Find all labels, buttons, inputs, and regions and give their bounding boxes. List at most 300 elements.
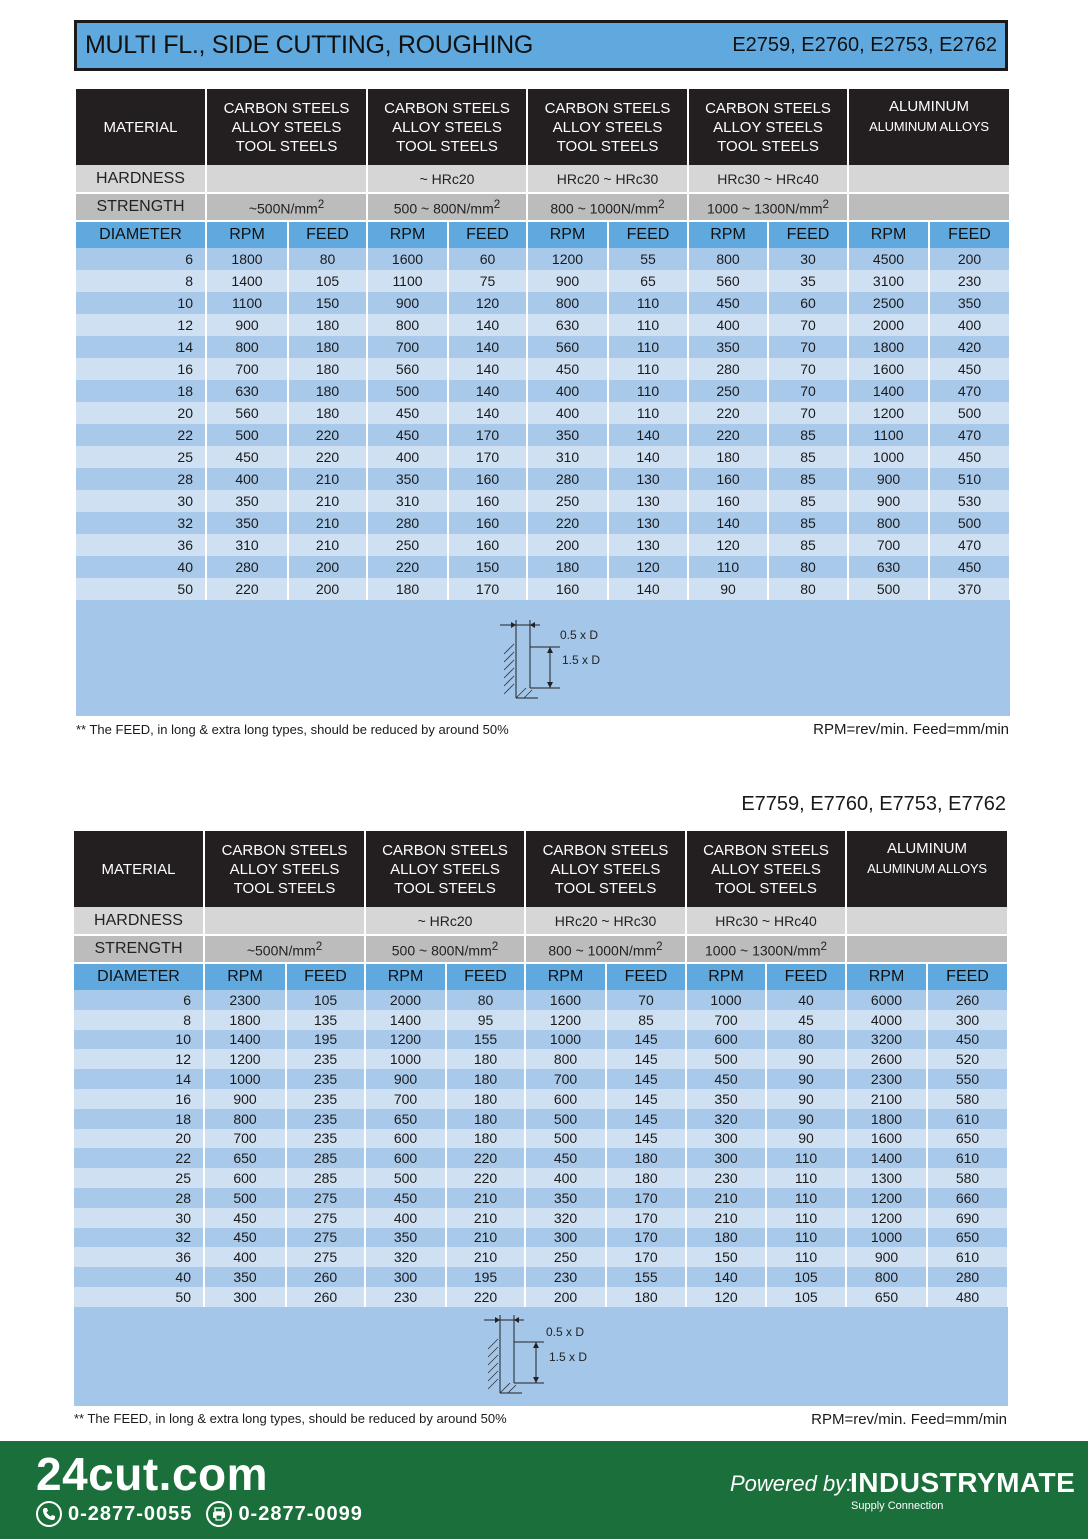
rpm-cell: 400 <box>527 402 608 424</box>
rpm-cell: 450 <box>204 1208 286 1228</box>
feed-cell: 130 <box>608 512 688 534</box>
feed-cell: 180 <box>288 358 367 380</box>
strength-value: $\sim 500N/mm^2$ <box>206 193 367 221</box>
rpm-cell: 350 <box>365 1228 446 1248</box>
rpm-cell: 500 <box>525 1129 606 1149</box>
table-row <box>74 1188 1008 1208</box>
feed-cell: 235 <box>286 1069 365 1089</box>
feed-cell: 275 <box>286 1247 365 1267</box>
rpm-header: RPM <box>365 963 446 990</box>
feed-cell: 85 <box>768 512 848 534</box>
rpm-cell: 400 <box>204 1247 286 1267</box>
rpm-cell: 1800 <box>848 336 929 358</box>
feed-cell: 610 <box>927 1247 1008 1267</box>
rpm-cell: 4000 <box>846 1010 927 1030</box>
table-row <box>76 380 1010 402</box>
table-row <box>76 248 1010 270</box>
rpm-cell: 600 <box>525 1089 606 1109</box>
rpm-cell: 160 <box>527 578 608 600</box>
rpm-cell: 800 <box>206 336 288 358</box>
diameter-cell: 18 <box>76 380 206 402</box>
diameter-cell: 25 <box>76 446 206 468</box>
company-tagline: Supply Connection <box>851 1500 944 1512</box>
rpm-cell: 560 <box>206 402 288 424</box>
feed-cell: 480 <box>927 1287 1008 1307</box>
feed-cell: 235 <box>286 1089 365 1109</box>
feed-cell: 85 <box>768 424 848 446</box>
rpm-cell: 400 <box>525 1168 606 1188</box>
feed-cell: 580 <box>927 1089 1008 1109</box>
feed-cell: 145 <box>606 1129 686 1149</box>
rpm-cell: 800 <box>367 314 448 336</box>
rpm-cell: 450 <box>206 446 288 468</box>
feed-cell: 70 <box>768 314 848 336</box>
rpm-cell: 300 <box>365 1267 446 1287</box>
rpm-cell: 320 <box>525 1208 606 1228</box>
rpm-cell: 180 <box>527 556 608 578</box>
feed-cell: 80 <box>766 1030 846 1050</box>
feed-cell: 70 <box>606 990 686 1010</box>
rpm-cell: 700 <box>365 1089 446 1109</box>
cutting-depth-diagram <box>482 1313 622 1403</box>
table-row <box>76 292 1010 314</box>
rpm-cell: 1800 <box>206 248 288 270</box>
diameter-cell: 20 <box>76 402 206 424</box>
feed-cell: 120 <box>608 556 688 578</box>
rpm-cell: 500 <box>206 424 288 446</box>
rpm-cell: 400 <box>367 446 448 468</box>
feed-cell: 135 <box>286 1010 365 1030</box>
table-row <box>74 1049 1008 1069</box>
feed-cell: 180 <box>446 1129 525 1149</box>
feed-cell: 230 <box>929 270 1010 292</box>
feed-note: ** The FEED, in long & extra long types, should be reduced by around 50% <box>74 1411 507 1426</box>
feed-cell: 110 <box>608 380 688 402</box>
feed-cell: 170 <box>606 1208 686 1228</box>
feed-cell: 140 <box>448 336 527 358</box>
rpm-cell: 350 <box>367 468 448 490</box>
rpm-cell: 1400 <box>204 1030 286 1050</box>
rpm-cell: 800 <box>527 292 608 314</box>
steel-header: CARBON STEELS ALLOY STEELS TOOL STEELS <box>525 831 686 907</box>
table-row <box>74 1208 1008 1228</box>
rpm-cell: 250 <box>688 380 768 402</box>
diameter-cell: 8 <box>76 270 206 292</box>
feed-cell: 145 <box>606 1109 686 1129</box>
feed-cell: 210 <box>288 534 367 556</box>
strength-label: STRENGTH <box>76 193 206 221</box>
rpm-cell: 150 <box>686 1247 766 1267</box>
feed-header: FEED <box>766 963 846 990</box>
cutting-depth-diagram <box>498 618 638 708</box>
rpm-cell: 230 <box>686 1168 766 1188</box>
rpm-cell: 500 <box>367 380 448 402</box>
table-row <box>76 556 1010 578</box>
rpm-cell: 220 <box>206 578 288 600</box>
diameter-cell: 10 <box>74 1030 204 1050</box>
rpm-cell: 630 <box>527 314 608 336</box>
fax-number: 0-2877-0099 <box>238 1502 363 1525</box>
rpm-cell: 630 <box>206 380 288 402</box>
feed-cell: 210 <box>446 1228 525 1248</box>
rpm-cell: 700 <box>206 358 288 380</box>
rpm-cell: 800 <box>848 512 929 534</box>
feed-header: FEED <box>768 221 848 248</box>
table-row <box>76 270 1010 292</box>
feed-cell: 275 <box>286 1228 365 1248</box>
feed-cell: 610 <box>927 1148 1008 1168</box>
rpm-cell: 200 <box>525 1287 606 1307</box>
feed-cell: 110 <box>608 336 688 358</box>
rpm-cell: 320 <box>365 1247 446 1267</box>
feed-cell: 90 <box>766 1109 846 1129</box>
diameter-cell: 20 <box>74 1129 204 1149</box>
diameter-cell: 18 <box>74 1109 204 1129</box>
feed-cell: 170 <box>448 424 527 446</box>
rpm-cell: 900 <box>848 490 929 512</box>
powered-by-label: Powered by: <box>730 1471 853 1496</box>
rpm-cell: 250 <box>525 1247 606 1267</box>
feed-cell: 130 <box>608 534 688 556</box>
feed-cell: 85 <box>606 1010 686 1030</box>
rpm-cell: 180 <box>688 446 768 468</box>
feed-cell: 200 <box>288 556 367 578</box>
rpm-cell: 1200 <box>846 1208 927 1228</box>
feed-cell: 275 <box>286 1188 365 1208</box>
feed-cell: 500 <box>929 402 1010 424</box>
feed-cell: 160 <box>448 490 527 512</box>
rpm-cell: 400 <box>527 380 608 402</box>
rpm-cell: 210 <box>686 1188 766 1208</box>
rpm-cell: 500 <box>525 1109 606 1129</box>
diameter-cell: 32 <box>76 512 206 534</box>
material-header: MATERIAL <box>74 831 204 907</box>
diagram-panel <box>74 1307 1008 1406</box>
feed-cell: 260 <box>286 1267 365 1287</box>
rpm-cell: 230 <box>525 1267 606 1287</box>
rpm-cell: 630 <box>848 556 929 578</box>
rpm-cell: 140 <box>688 512 768 534</box>
feed-cell: 220 <box>446 1148 525 1168</box>
diameter-cell: 30 <box>74 1208 204 1228</box>
table-row <box>74 1267 1008 1287</box>
feed-cell: 210 <box>288 468 367 490</box>
contact-row <box>36 1501 377 1527</box>
hardness-value <box>848 165 1010 193</box>
feed-cell: 170 <box>606 1247 686 1267</box>
rpm-cell: 700 <box>525 1069 606 1089</box>
aluminum-header: ALUMINUM ALUMINUM ALLOYS <box>846 831 1008 907</box>
feed-header: FEED <box>286 963 365 990</box>
rpm-cell: 900 <box>527 270 608 292</box>
phone-icon <box>36 1501 62 1527</box>
product-codes-2: E7759, E7760, E7753, E7762 <box>741 793 1006 815</box>
diameter-cell: 50 <box>76 578 206 600</box>
rpm-cell: 220 <box>527 512 608 534</box>
rpm-cell: 800 <box>204 1109 286 1129</box>
rpm-header: RPM <box>688 221 768 248</box>
feed-cell: 370 <box>929 578 1010 600</box>
rpm-cell: 800 <box>525 1049 606 1069</box>
feed-cell: 235 <box>286 1109 365 1129</box>
rpm-cell: 200 <box>527 534 608 556</box>
feed-cell: 140 <box>448 358 527 380</box>
feed-cell: 85 <box>768 490 848 512</box>
rpm-cell: 450 <box>525 1148 606 1168</box>
hardness-value <box>846 907 1008 935</box>
feed-cell: 80 <box>288 248 367 270</box>
feed-header: FEED <box>929 221 1010 248</box>
rpm-cell: 560 <box>367 358 448 380</box>
feed-cell: 40 <box>766 990 846 1010</box>
diameter-cell: 40 <box>74 1267 204 1287</box>
rpm-cell: 1400 <box>846 1148 927 1168</box>
material-header: MATERIAL <box>76 89 206 165</box>
feed-cell: 85 <box>768 446 848 468</box>
strength-value: 500 ~ $800N/mm^2$ <box>365 935 525 963</box>
diameter-label: DIAMETER <box>76 221 206 248</box>
rpm-cell: 350 <box>206 490 288 512</box>
rpm-cell: 300 <box>686 1129 766 1149</box>
rpm-cell: 1400 <box>206 270 288 292</box>
rpm-cell: 300 <box>525 1228 606 1248</box>
feed-cell: 155 <box>606 1267 686 1287</box>
feed-cell: 220 <box>288 446 367 468</box>
feed-cell: 610 <box>927 1109 1008 1129</box>
rpm-cell: 220 <box>688 424 768 446</box>
phone-contact[interactable] <box>36 1501 192 1527</box>
diameter-cell: 12 <box>76 314 206 336</box>
feed-cell: 155 <box>446 1030 525 1050</box>
feed-cell: 500 <box>929 512 1010 534</box>
diameter-cell: 36 <box>76 534 206 556</box>
feed-header: FEED <box>608 221 688 248</box>
feed-cell: 690 <box>927 1208 1008 1228</box>
feed-cell: 450 <box>929 556 1010 578</box>
strength-value <box>848 193 1010 221</box>
rpm-cell: 110 <box>688 556 768 578</box>
rpm-cell: 1600 <box>367 248 448 270</box>
diagram-label-side: 1.5 x D <box>549 1350 588 1364</box>
feed-cell: 220 <box>446 1287 525 1307</box>
hardness-value: HRc30 ~ HRc40 <box>686 907 846 935</box>
rpm-cell: 120 <box>686 1287 766 1307</box>
feed-cell: 170 <box>606 1228 686 1248</box>
feed-cell: 70 <box>768 402 848 424</box>
feed-cell: 120 <box>448 292 527 314</box>
feed-cell: 145 <box>606 1030 686 1050</box>
rpm-header: RPM <box>686 963 766 990</box>
diameter-cell: 16 <box>74 1089 204 1109</box>
rpm-cell: 220 <box>688 402 768 424</box>
table-row <box>76 336 1010 358</box>
feed-cell: 180 <box>446 1069 525 1089</box>
diameter-cell: 36 <box>74 1247 204 1267</box>
feed-header: FEED <box>448 221 527 248</box>
feed-cell: 170 <box>448 446 527 468</box>
feed-cell: 110 <box>608 402 688 424</box>
feed-cell: 105 <box>288 270 367 292</box>
hardness-value: HRc30 ~ HRc40 <box>688 165 848 193</box>
diameter-cell: 30 <box>76 490 206 512</box>
rpm-cell: 600 <box>365 1148 446 1168</box>
feed-cell: 110 <box>608 358 688 380</box>
rpm-cell: 300 <box>686 1148 766 1168</box>
feed-cell: 145 <box>606 1089 686 1109</box>
feed-cell: 285 <box>286 1168 365 1188</box>
fax-icon <box>206 1501 232 1527</box>
hardness-value: ~ HRc20 <box>365 907 525 935</box>
feed-cell: 180 <box>446 1109 525 1129</box>
rpm-header: RPM <box>846 963 927 990</box>
feed-cell: 80 <box>768 556 848 578</box>
rpm-cell: 700 <box>686 1010 766 1030</box>
feed-cell: 105 <box>766 1267 846 1287</box>
rpm-cell: 1300 <box>846 1168 927 1188</box>
feed-cell: 660 <box>927 1188 1008 1208</box>
rpm-cell: 2300 <box>846 1069 927 1089</box>
feed-cell: 450 <box>929 358 1010 380</box>
rpm-cell: 1100 <box>206 292 288 314</box>
feed-cell: 80 <box>768 578 848 600</box>
table-row <box>76 534 1010 556</box>
feed-cell: 470 <box>929 424 1010 446</box>
feed-cell: 280 <box>927 1267 1008 1287</box>
rpm-cell: 500 <box>686 1049 766 1069</box>
feed-cell: 195 <box>446 1267 525 1287</box>
feed-cell: 35 <box>768 270 848 292</box>
feed-cell: 95 <box>446 1010 525 1030</box>
diameter-label: DIAMETER <box>74 963 204 990</box>
rpm-cell: 160 <box>688 490 768 512</box>
rpm-cell: 650 <box>204 1148 286 1168</box>
rpm-cell: 6000 <box>846 990 927 1010</box>
feed-cell: 300 <box>927 1010 1008 1030</box>
phone-number: 0-2877-0055 <box>68 1502 193 1525</box>
rpm-cell: 1800 <box>846 1109 927 1129</box>
table-row <box>74 1109 1008 1129</box>
table-row <box>74 1010 1008 1030</box>
company-logo[interactable]: INDUSTRYMATE <box>850 1467 1076 1498</box>
rpm-cell: 1600 <box>525 990 606 1010</box>
diagram-panel <box>76 600 1010 716</box>
strength-value <box>846 935 1008 963</box>
feed-cell: 510 <box>929 468 1010 490</box>
feed-cell: 110 <box>608 292 688 314</box>
table-row <box>74 1069 1008 1089</box>
rpm-cell: 1000 <box>848 446 929 468</box>
feed-cell: 550 <box>927 1069 1008 1089</box>
strength-value: 1000 ~ $1300N/mm^2$ <box>688 193 848 221</box>
rpm-cell: 600 <box>686 1030 766 1050</box>
rpm-cell: 120 <box>688 534 768 556</box>
feed-cell: 110 <box>766 1168 846 1188</box>
rpm-cell: 450 <box>688 292 768 314</box>
diameter-cell: 16 <box>76 358 206 380</box>
steel-header: CARBON STEELS ALLOY STEELS TOOL STEELS <box>527 89 688 165</box>
feed-cell: 110 <box>766 1228 846 1248</box>
feed-cell: 275 <box>286 1208 365 1228</box>
rpm-cell: 1400 <box>365 1010 446 1030</box>
rpm-cell: 160 <box>688 468 768 490</box>
feed-cell: 180 <box>446 1089 525 1109</box>
feed-cell: 160 <box>448 534 527 556</box>
site-brand[interactable]: 24cut.com <box>36 1448 269 1500</box>
feed-cell: 650 <box>927 1228 1008 1248</box>
rpm-cell: 2500 <box>848 292 929 314</box>
rpm-cell: 800 <box>688 248 768 270</box>
feed-cell: 180 <box>446 1049 525 1069</box>
rpm-cell: 450 <box>367 424 448 446</box>
rpm-cell: 2100 <box>846 1089 927 1109</box>
feed-cell: 110 <box>766 1247 846 1267</box>
feed-cell: 140 <box>448 380 527 402</box>
rpm-cell: 350 <box>688 336 768 358</box>
feed-cell: 520 <box>927 1049 1008 1069</box>
rpm-cell: 300 <box>204 1287 286 1307</box>
rpm-cell: 180 <box>686 1228 766 1248</box>
rpm-cell: 220 <box>367 556 448 578</box>
rpm-cell: 500 <box>204 1188 286 1208</box>
rpm-cell: 1200 <box>365 1030 446 1050</box>
feed-cell: 140 <box>608 424 688 446</box>
rpm-cell: 350 <box>525 1188 606 1208</box>
feed-cell: 70 <box>768 336 848 358</box>
rpm-header: RPM <box>206 221 288 248</box>
rpm-cell: 3100 <box>848 270 929 292</box>
fax-contact[interactable] <box>206 1501 362 1527</box>
rpm-cell: 450 <box>527 358 608 380</box>
table-row <box>76 468 1010 490</box>
rpm-cell: 1000 <box>365 1049 446 1069</box>
rpm-cell: 1000 <box>846 1228 927 1248</box>
rpm-cell: 140 <box>686 1267 766 1287</box>
table-row <box>74 1247 1008 1267</box>
feed-cell: 60 <box>448 248 527 270</box>
table-row <box>74 1030 1008 1050</box>
rpm-cell: 450 <box>204 1228 286 1248</box>
rpm-header: RPM <box>204 963 286 990</box>
feed-cell: 130 <box>608 468 688 490</box>
diameter-cell: 50 <box>74 1287 204 1307</box>
strength-label: STRENGTH <box>74 935 204 963</box>
rpm-cell: 1400 <box>848 380 929 402</box>
table-row <box>74 1129 1008 1149</box>
strength-value: 500 ~ $800N/mm^2$ <box>367 193 527 221</box>
feed-cell: 140 <box>448 402 527 424</box>
strength-value: $\sim 500N/mm^2$ <box>204 935 365 963</box>
feed-cell: 580 <box>927 1168 1008 1188</box>
feed-cell: 350 <box>929 292 1010 314</box>
rpm-cell: 1200 <box>846 1188 927 1208</box>
feed-cell: 200 <box>288 578 367 600</box>
feed-cell: 285 <box>286 1148 365 1168</box>
rpm-cell: 250 <box>367 534 448 556</box>
feed-cell: 235 <box>286 1049 365 1069</box>
rpm-cell: 2600 <box>846 1049 927 1069</box>
rpm-cell: 500 <box>848 578 929 600</box>
feed-cell: 210 <box>446 1247 525 1267</box>
feed-cell: 180 <box>606 1148 686 1168</box>
table-row <box>76 490 1010 512</box>
diameter-cell: 6 <box>74 990 204 1010</box>
feed-cell: 470 <box>929 534 1010 556</box>
rpm-cell: 900 <box>848 468 929 490</box>
diameter-cell: 14 <box>76 336 206 358</box>
rpm-cell: 350 <box>206 512 288 534</box>
feed-cell: 60 <box>768 292 848 314</box>
rpm-cell: 1100 <box>367 270 448 292</box>
